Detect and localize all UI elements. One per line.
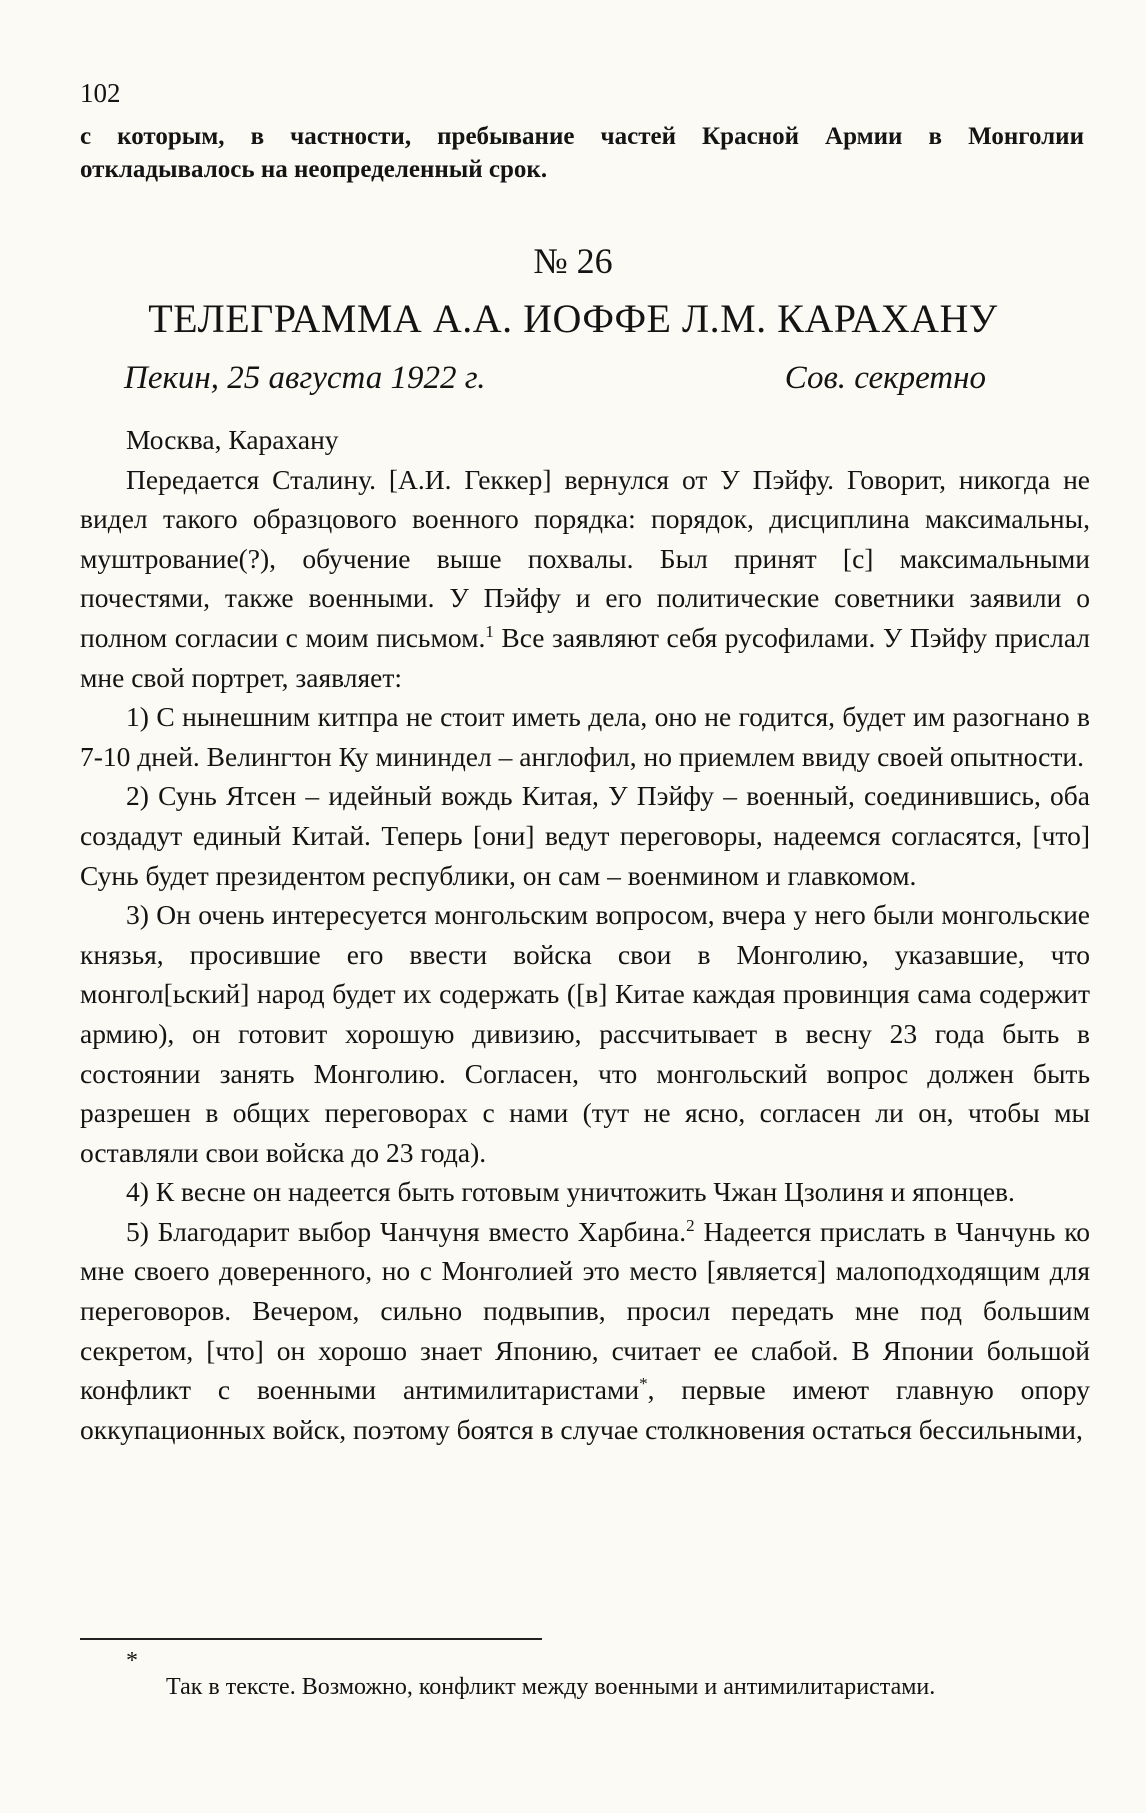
paragraph-text: 5) Благодарит выбор Чанчуня вместо Харбина.: [126, 1215, 687, 1247]
footnote-ref-star: *: [639, 1374, 648, 1394]
paragraph-point-3: [80, 895, 1090, 1172]
footnote-text: Так в тексте. Возможно, конфликт между военными и антимилитаристами.: [166, 1674, 936, 1700]
footnote-divider: [80, 1638, 542, 1640]
document-title: ТЕЛЕГРАММА А.А. ИОФФЕ Л.М. КАРАХАНУ: [148, 296, 998, 341]
telegram-body: [80, 420, 1090, 1449]
paragraph-text: 4) К весне он надеется быть готовым уничтожить Чжан Цзолиня и японцев.: [126, 1176, 1015, 1208]
paragraph-point-2: [80, 776, 1090, 895]
paragraph-text-cont: Все заявляют себя русофилами. У Пэйфу прислал мне свой портрет, заявляет:: [80, 621, 1090, 693]
place-date: Пекин, 25 августа 1922 г.: [124, 360, 486, 396]
document-number: № 26: [533, 241, 613, 281]
addressee: Москва, Карахану: [126, 424, 339, 455]
page-number: 102: [80, 78, 121, 108]
paragraph-point-4: [80, 1172, 1090, 1212]
intro-paragraph: с которым, в частности, пребывание частей Красной Армии в Монголии откладывалось на неопределенный срок.: [80, 123, 1084, 183]
paragraph-text: Передается Сталину. [А.И. Геккер] вернулся от У Пэйфу. Говорит, никогда не видел такого образцового военного порядка: порядок, дисциплина максимальны, муштрование(?), обучение выше похвалы. Был принят [с] максимальными почестями, также военными. У Пэйфу и его политические советники заявили о полном согласии с моим письмом.: [80, 463, 1090, 653]
paragraph-text-end: , первые имеют главную опору оккупационных войск, поэтому боятся в случае столкновения остаться бессильными,: [80, 1374, 1090, 1445]
paragraph-text-cont: Надеется прислать в Чанчунь ко мне своего доверенного, но с Монголией это место [является] малоподходящим для переговоров. Вечером, сильно подвыпив, просил передать мне под большим секретом, [что] он хорошо знает Японию, считает ее слабой. В Японии большой конфликт с военными антимилитаристами: [80, 1215, 1090, 1406]
classification-label: Сов. секретно: [784, 360, 986, 396]
paragraph-text: 1) С нынешним китпра не стоит иметь дела, оно не годится, будет им разогнано в 7-10 дней. Велингтон Ку мининдел – англофил, но приемлем ввиду своей опытности.: [80, 701, 1090, 772]
footnote-mark: *: [126, 1648, 138, 1674]
footnote-ref: 2: [686, 1215, 695, 1235]
footnote-ref: 1: [485, 621, 494, 641]
paragraph-text: 3) Он очень интересуется монгольским вопросом, вчера у него были монгольские князья, просившие его ввести войска свои в Монголию, указавшие, что монгол[ьский] народ будет их содержать ([в] Китае каждая провинция сама содержит армию), он готовит хорошую дивизию, рассчитывает в весну 23 года быть в состоянии занять Монголию. Согласен, что монгольский вопрос должен быть разрешен в общих переговорах с нами (тут не ясно, согласен ли он, чтобы мы оставляли свои войска до 23 года).: [80, 899, 1090, 1168]
paragraph-point-5: [80, 1212, 1090, 1450]
paragraph-intro: [80, 460, 1090, 698]
paragraph-point-1: [80, 697, 1090, 776]
paragraph-text: 2) Сунь Ятсен – идейный вождь Китая, У Пэйфу – военный, соединившись, оба создадут единый Китай. Теперь [они] ведут переговоры, надеемся согласятся, [что] Сунь будет президентом республики, он сам – военмином и главкомом.: [80, 780, 1090, 891]
